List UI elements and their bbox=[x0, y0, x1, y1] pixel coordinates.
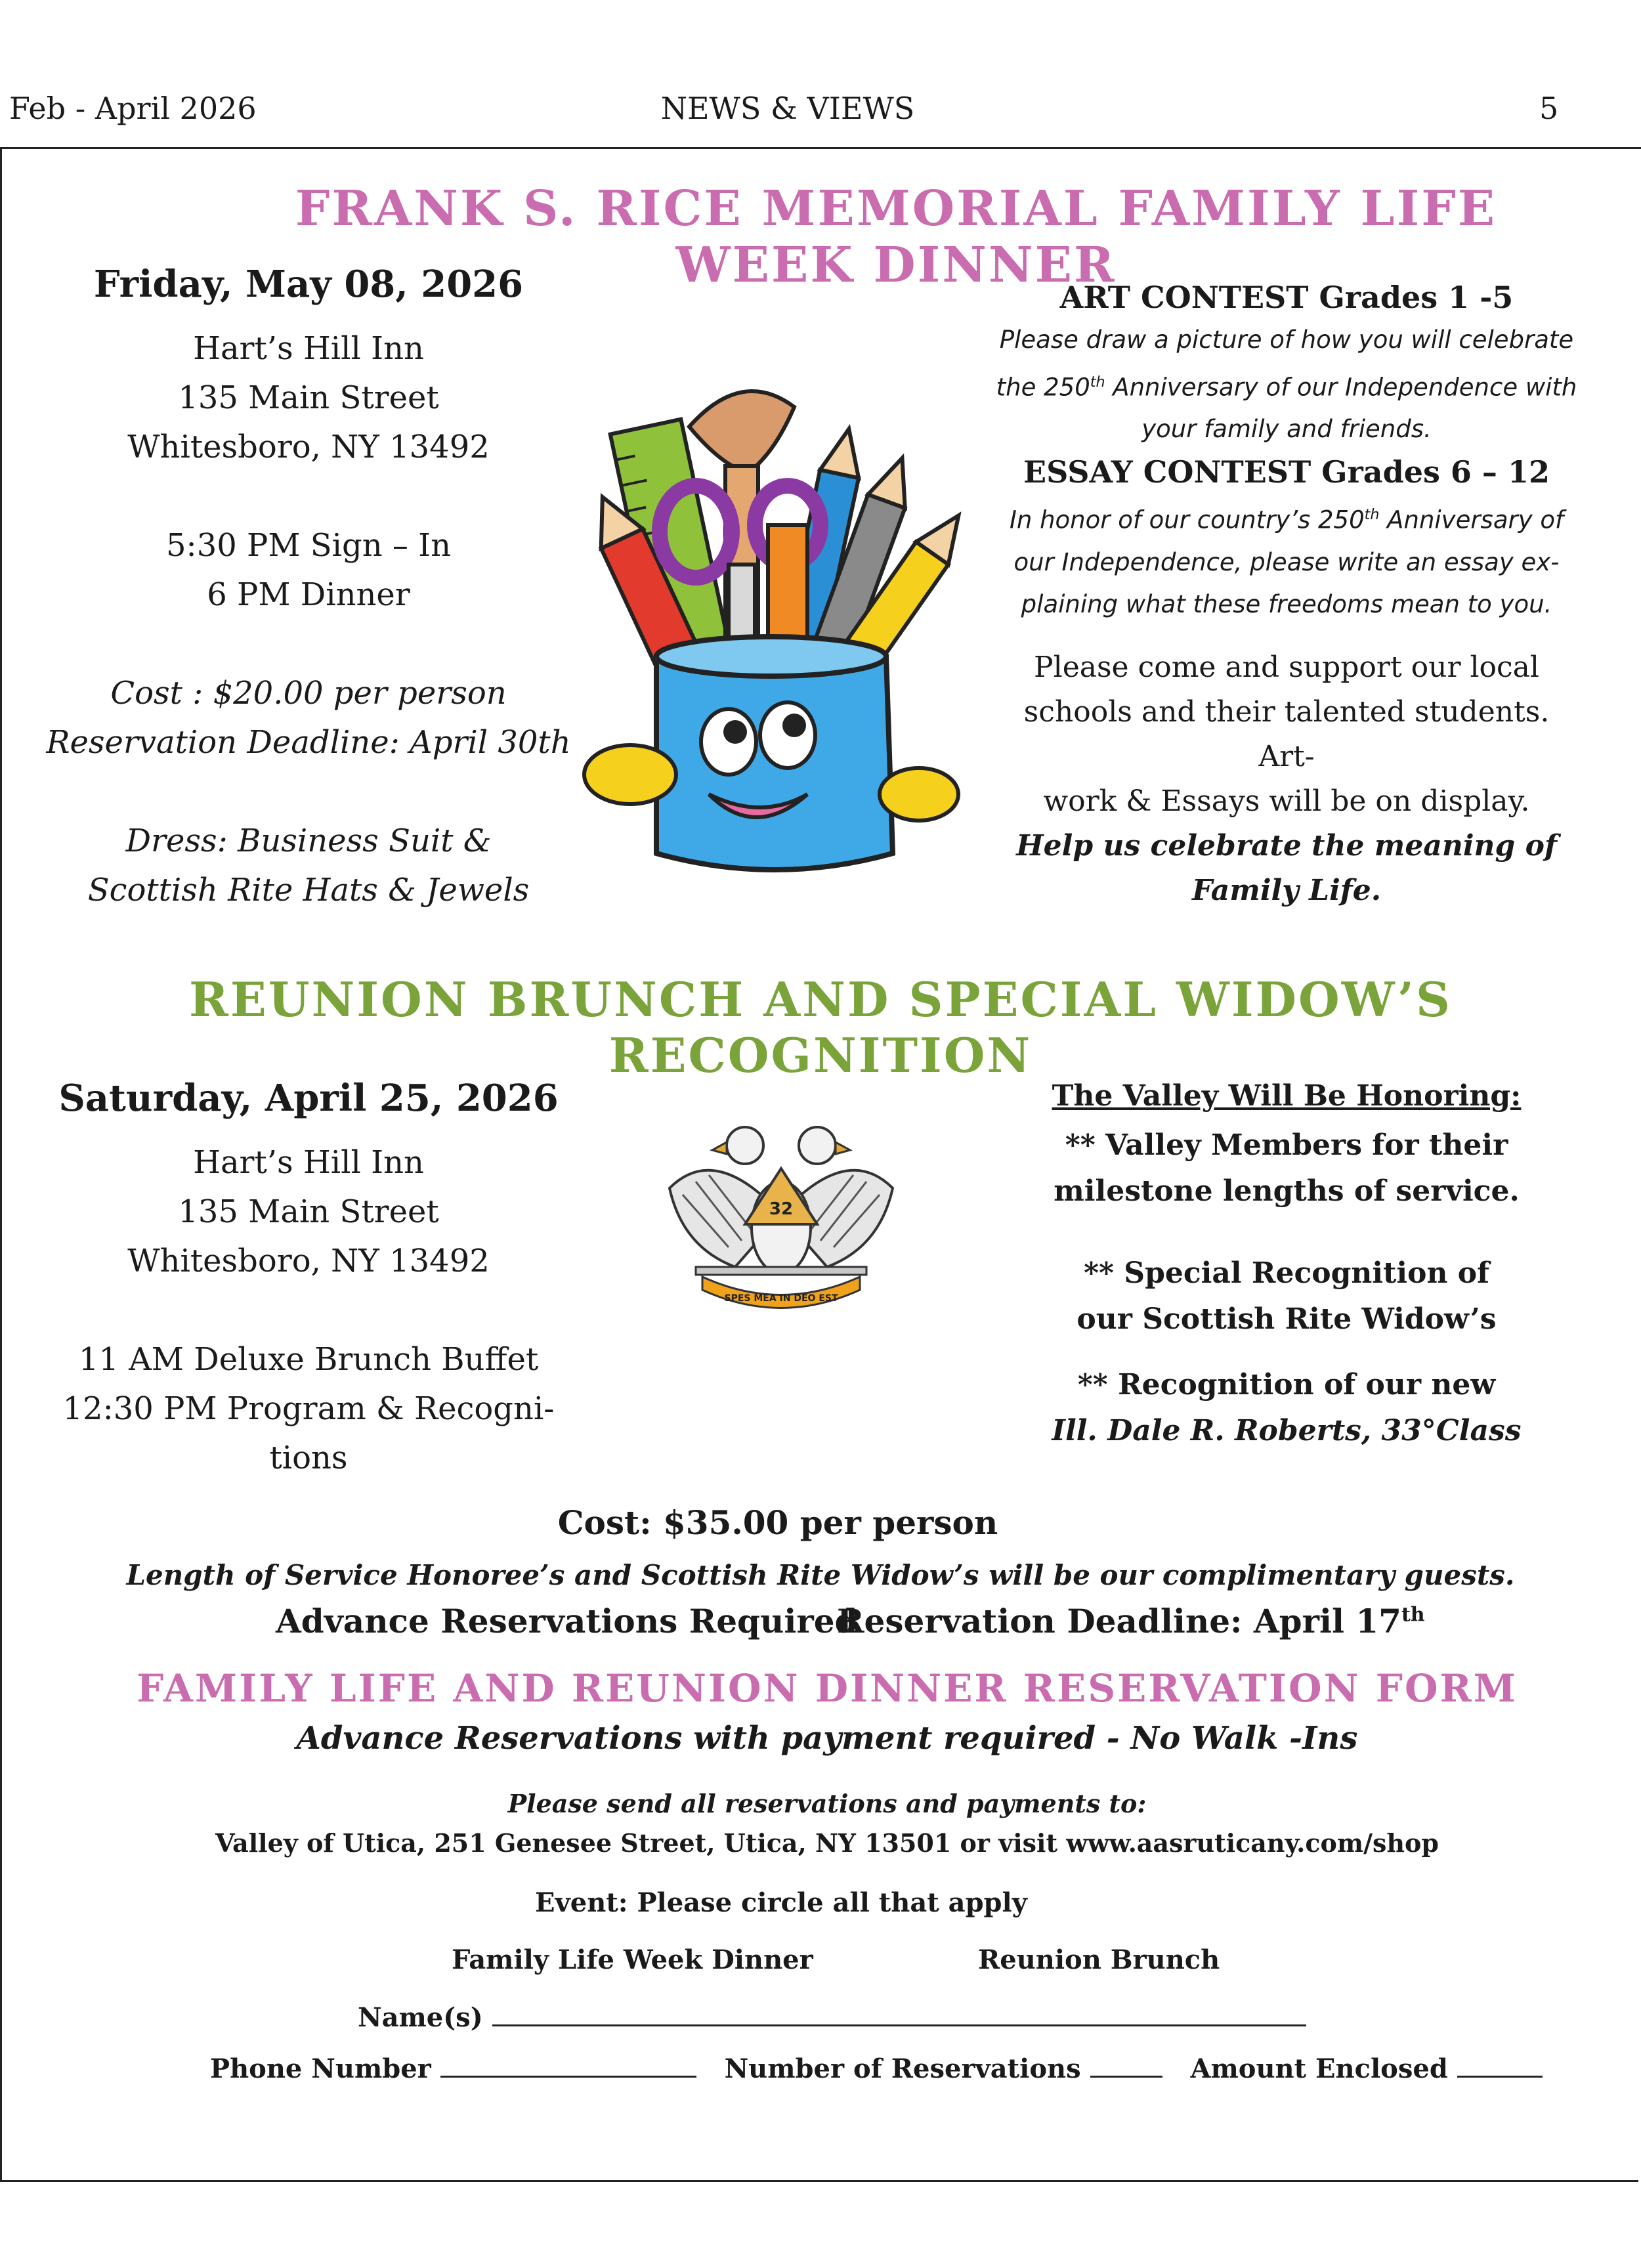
support-text-3: work & Essays will be on display. bbox=[1043, 784, 1530, 818]
honoring-heading: The Valley Will Be Honoring: bbox=[1052, 1079, 1522, 1113]
family-dinner-details bbox=[39, 263, 578, 915]
amount-label: Amount Enclosed bbox=[1190, 2053, 1448, 2084]
art-contest-heading: ART CONTEST Grades 1 -5 bbox=[1059, 280, 1514, 315]
names-label: Name(s) bbox=[358, 2002, 483, 2033]
celebrate-text-2: Family Life. bbox=[1191, 873, 1382, 907]
family-dinner-city: Whitesboro, NY 13492 bbox=[127, 429, 490, 465]
reunion-title: REUNION BRUNCH AND SPECIAL WIDOW’S RECOGNITION bbox=[189, 972, 1452, 1083]
honor-widows: ** Special Recognition of bbox=[1083, 1256, 1490, 1290]
art-contest-text-3: your family and friends. bbox=[1141, 415, 1432, 444]
event-prompt: Event: Please circle all that apply bbox=[535, 1887, 1027, 1918]
names-field bbox=[358, 2002, 1306, 2033]
emblem-motto: SPES MEA IN DEO EST bbox=[724, 1293, 838, 1304]
support-text-1: Please come and support our local bbox=[1034, 650, 1539, 684]
honor-new-class-2: Ill. Dale R. Roberts, 33°Class bbox=[1052, 1414, 1522, 1447]
honor-valley-members: ** Valley Members for their bbox=[1065, 1128, 1508, 1162]
family-dinner-venue: Hart’s Hill Inn bbox=[193, 330, 424, 367]
reservation-form-title: FAMILY LIFE AND REUNION DINNER RESERVATION FORM bbox=[137, 1666, 1518, 1711]
family-dinner-deadline: Reservation Deadline: April 30th bbox=[46, 724, 571, 761]
contests-section bbox=[991, 276, 1582, 913]
header-date-range: Feb - April 2026 bbox=[9, 91, 257, 126]
reunion-details bbox=[39, 1077, 578, 1483]
family-dinner-title: FRANK S. RICE MEMORIAL FAMILY LIFE WEEK DINNER bbox=[295, 181, 1497, 293]
art-contest-text-1: Please draw a picture of how you will celebrate bbox=[999, 326, 1574, 354]
phone-blank[interactable] bbox=[440, 2056, 696, 2078]
reunion-city: Whitesboro, NY 13492 bbox=[127, 1243, 490, 1279]
header-page-number: 5 bbox=[1539, 91, 1559, 126]
honor-widows-2: our Scottish Rite Widow’s bbox=[1076, 1302, 1497, 1336]
form-bottom-row bbox=[210, 2053, 1543, 2084]
event-option-reunion-brunch[interactable]: Reunion Brunch bbox=[978, 1944, 1220, 1975]
family-dinner-cost: Cost : $20.00 per person bbox=[110, 675, 507, 712]
family-dinner-dinner-time: 6 PM Dinner bbox=[207, 576, 410, 613]
essay-contest-text-3: plaining what these freedoms mean to you. bbox=[1021, 589, 1552, 618]
family-dinner-dress-code-2: Scottish Rite Hats & Jewels bbox=[87, 872, 530, 909]
family-dinner-dress-code: Dress: Business Suit & bbox=[125, 823, 492, 859]
emblem-number: 32 bbox=[769, 1199, 794, 1219]
support-text-2: schools and their talented students. Art- bbox=[1023, 695, 1550, 773]
art-contest-text-2: the 250th Anniversary of our Independence with bbox=[996, 373, 1577, 402]
reunion-program-time: 12:30 PM Program & Recogni- bbox=[62, 1390, 555, 1427]
family-dinner-date: Friday, May 08, 2026 bbox=[93, 263, 524, 306]
reunion-cost: Cost: $35.00 per person bbox=[557, 1503, 998, 1542]
essay-contest-heading: ESSAY CONTEST Grades 6 – 12 bbox=[1023, 454, 1550, 490]
reunion-advance-required: Advance Reservations Required bbox=[276, 1602, 858, 1640]
reunion-venue: Hart’s Hill Inn bbox=[193, 1144, 424, 1181]
reunion-date: Saturday, April 25, 2026 bbox=[58, 1077, 559, 1120]
essay-contest-text-1: In honor of our country’s 250th Anniversary of bbox=[1009, 505, 1564, 534]
honoring-section bbox=[991, 1070, 1582, 1454]
reservation-form-subtitle: Advance Reservations with payment required - No Walk -Ins bbox=[296, 1720, 1358, 1757]
honor-new-class: ** Recognition of our new bbox=[1077, 1368, 1496, 1401]
reservation-address: Valley of Utica, 251 Genesee Street, Utica, NY 13501 or visit www.aasruticany.com/shop bbox=[215, 1828, 1439, 1858]
family-dinner-signin-time: 5:30 PM Sign – In bbox=[165, 527, 451, 564]
reunion-street: 135 Main Street bbox=[178, 1193, 439, 1230]
reunion-guests-note: Length of Service Honoree’s and Scottish Rite Widow’s will be our complimentary guests. bbox=[126, 1559, 1515, 1591]
pencil-cup-illustration bbox=[578, 368, 965, 880]
reservations-label: Number of Reservations bbox=[724, 2053, 1081, 2084]
reunion-brunch-time: 11 AM Deluxe Brunch Buffet bbox=[78, 1341, 539, 1378]
names-blank[interactable] bbox=[492, 2005, 1306, 2026]
amount-blank[interactable] bbox=[1457, 2056, 1543, 2078]
honor-valley-members-2: milestone lengths of service. bbox=[1054, 1174, 1520, 1208]
event-option-family-dinner[interactable]: Family Life Week Dinner bbox=[452, 1944, 813, 1975]
reunion-deadline: Reservation Deadline: April 17th bbox=[837, 1602, 1425, 1640]
reunion-program-time-2: tions bbox=[269, 1440, 348, 1476]
double-headed-eagle-emblem bbox=[656, 1116, 906, 1313]
reservations-blank[interactable] bbox=[1090, 2056, 1162, 2078]
family-dinner-street: 135 Main Street bbox=[178, 379, 439, 416]
reservation-send-to: Please send all reservations and payments to: bbox=[507, 1789, 1147, 1818]
phone-label: Phone Number bbox=[210, 2053, 431, 2084]
celebrate-text-1: Help us celebrate the meaning of bbox=[1016, 828, 1557, 863]
essay-contest-text-2: our Independence, please write an essay ex- bbox=[1013, 547, 1560, 576]
header-newsletter-name: NEWS & VIEWS bbox=[660, 91, 915, 126]
